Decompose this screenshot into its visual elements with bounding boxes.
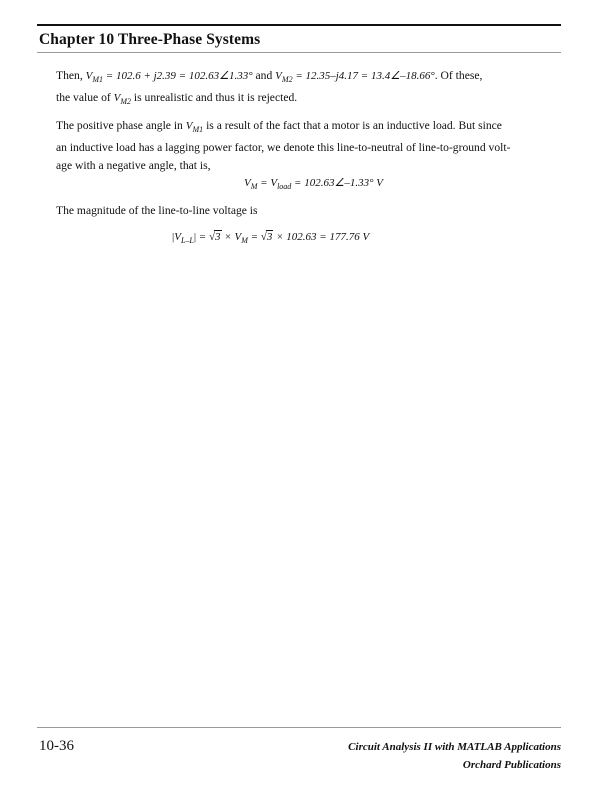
radicand: 3 [266,231,273,243]
subscript: L–L [180,236,194,245]
equation-part: = 102.63∠–1.33° V [291,177,383,189]
book-title: Circuit Analysis II with MATLAB Applications [348,741,561,753]
text: the value of [56,91,114,104]
symbol-v: V [174,231,181,243]
equation-part: = V [257,177,278,189]
equation-part: = [196,231,209,243]
paragraph-2-line-3: age with a negative angle, that is, [56,159,211,172]
text: and [252,69,276,82]
footer-rule [37,727,561,728]
equation-part: × 102.63 = 177.76 V [273,231,370,243]
equation-vm1: = 102.6 + j2.39 = 102.63∠1.33° [103,70,253,82]
paragraph-2-line-2: an inductive load has a lagging power factor, we denote this line-to-neutral of line-to-ground volt- [56,141,511,154]
subscript: M2 [120,97,132,106]
equation-vm [244,176,383,191]
paragraph-1-line-1 [56,67,561,89]
subscript: M [241,236,248,245]
publisher: Orchard Publications [462,759,561,771]
paragraph-1 [56,67,561,111]
equation-line-to-line [172,230,369,245]
header-rule [37,24,561,26]
symbol-vm2: V [275,70,282,82]
text: is a result of the fact that a motor is an inductive load. But since [203,119,502,132]
text: The positive phase angle in [56,119,186,132]
paragraph-3-line-1: The magnitude of the line-to-line voltage is [56,204,258,217]
paragraph-1-line-2 [56,89,561,111]
text: Then, [56,69,86,82]
subscript: M [250,182,258,191]
symbol-vm1: V [185,120,193,132]
paragraph-3 [56,202,561,220]
symbol-vm1: V [85,70,93,82]
chapter-title: Chapter 10 Three-Phase Systems [39,31,261,48]
radicand: 3 [215,231,221,243]
subscript: M1 [192,125,204,134]
symbol-vm2: V [113,92,121,104]
equation-part: × V [221,231,242,243]
text: . Of these, [434,69,483,82]
page-number: 10-36 [39,738,74,754]
paragraph-2 [56,117,561,175]
abs-bar-right: | [193,231,197,243]
header-underline [37,52,561,53]
text: is unrealistic and thus it is rejected. [131,91,298,104]
subscript: M1 [92,75,104,84]
subscript: M2 [281,75,293,84]
paragraph-2-line-1 [56,117,561,139]
sqrt-sign: √ [260,231,267,243]
abs-bar-left: | [172,231,175,243]
equation-part: = [247,231,261,243]
subscript: load [277,182,292,191]
equation-vm2: = 12.35–j4.17 = 13.4∠–18.66° [292,70,435,82]
sqrt-sign: √ [208,231,216,243]
symbol-v: V [244,177,251,189]
